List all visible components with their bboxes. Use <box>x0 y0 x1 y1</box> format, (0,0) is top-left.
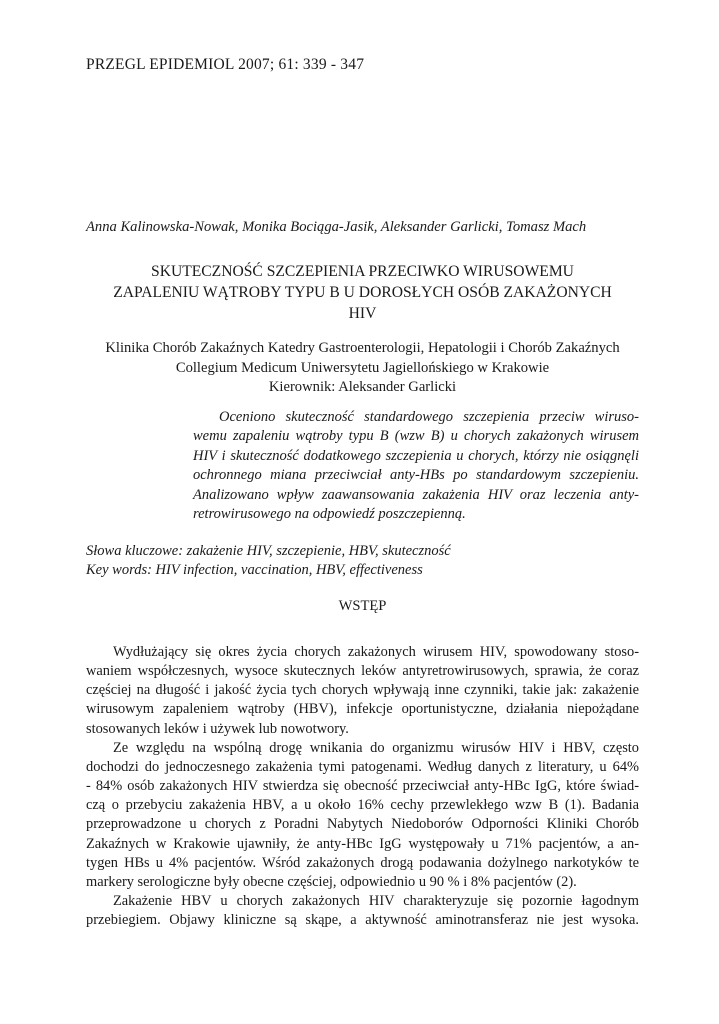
abstract-line: Oceniono skuteczność standardowego szczepienia przeciw wiruso- <box>219 409 639 425</box>
affiliation-line: Kierownik: Aleksander Garlicki <box>268 379 457 395</box>
title-line: ZAPALENIU WĄTROBY TYPU B U DOROSŁYCH OSÓB ZAKAŻONYCH <box>113 284 612 301</box>
body-line: przeprowadzone u chorych z Poradni Nabytych Niedoborów Odporności Kliniki Chorób <box>86 816 639 833</box>
keywords-english: Key words: HIV infection, vaccination, HBV, effectiveness <box>86 562 423 578</box>
journal-header: PRZEGL EPIDEMIOL 2007; 61: 339 - 347 <box>86 56 365 73</box>
body-line: tygen HBs u 4% pacjentów. Wśród zakażonych drogą podawania dożylnego narkotyków te <box>86 854 639 871</box>
body-line: Zakażenie HBV u chorych zakażonych HIV charakteryzuje się pozornie łagodnym <box>113 893 639 910</box>
abstract <box>193 408 639 524</box>
affiliation <box>86 339 639 398</box>
body-line: Zakaźnych w Krakowie ujawniły, że anty-HBc IgG występowały u 71% pacjentów, a an- <box>86 835 639 852</box>
abstract-line: retrowirusowego na odpowiedź poszczepienną. <box>193 506 466 523</box>
affiliation-line: Collegium Medicum Uniwersytetu Jagiellońskiego w Krakowie <box>175 359 550 376</box>
title-line: HIV <box>348 305 377 322</box>
abstract-line: ochronnego miana przeciwciał anty-HBs po standardowym szczepieniu. <box>193 467 639 484</box>
abstract-line: Analizowano wpływ zaawansowania zakażenia HIV oraz leczenia anty- <box>193 486 639 503</box>
title-line: SKUTECZNOŚĆ SZCZEPIENIA PRZECIWKO WIRUSOWEMU <box>151 263 574 280</box>
authors-line: Anna Kalinowska-Nowak, Monika Bociąga-Jasik, Aleksander Garlicki, Tomasz Mach <box>86 219 587 235</box>
body-line: stosowanych leków i używek lub nowotwory. <box>86 720 349 737</box>
body-line: dochodzi do jednoczesnego zakażenia tymi patogenami. Według danych z literatury, u 64% <box>86 758 639 775</box>
keywords <box>86 542 451 580</box>
section-heading: WSTĘP <box>338 598 387 614</box>
body-line: czą o przebyciu zakażenia HBV, a u około 16% cechy przewlekłego wzw B (1). Badania <box>86 797 639 814</box>
keywords-polish: Słowa kluczowe: zakażenie HIV, szczepienie, HBV, skuteczność <box>86 543 451 559</box>
body-line: częściej na długość i jakość życia tych chorych wpływają inne czynniki, takie jak: zakażenie <box>86 682 639 699</box>
body-line: przebiegiem. Objawy kliniczne są skąpe, a aktywność aminotransferaz nie jest wysoka. <box>86 912 639 929</box>
affiliation-line: Klinika Chorób Zakaźnych Katedry Gastroenterologii, Hepatologii i Chorób Zakaźnych <box>105 340 620 356</box>
article-title <box>86 261 639 324</box>
body-line: Ze względu na wspólną drogę wnikania do organizmu wirusów HIV i HBV, często <box>113 739 639 756</box>
body-line: markery serologiczne były obecne częściej, odpowiednio u 90 % i 8% pacjentów (2). <box>86 873 577 890</box>
body-text <box>86 643 639 930</box>
body-line: waniem współczesnych, wysoce skutecznych leków antyretrowirusowych, sprawia, że coraz <box>86 663 639 680</box>
body-line: - 84% osób zakażonych HIV stwierdza się obecność przeciwciał anty-HBc IgG, które świad- <box>86 778 639 795</box>
body-line: wirusowym zapaleniem wątroby (HBV), infekcje oportunistyczne, działania niepożądane <box>86 701 639 718</box>
body-line: Wydłużający się okres życia chorych zakażonych wirusem HIV, spowodowany stoso- <box>113 644 639 660</box>
abstract-line: HIV i skuteczność dodatkowego szczepienia u chorych, którzy nie osiągnęli <box>193 447 639 464</box>
abstract-line: wemu zapaleniu wątroby typu B (wzw B) u chorych zakażonych wirusem <box>193 428 639 445</box>
